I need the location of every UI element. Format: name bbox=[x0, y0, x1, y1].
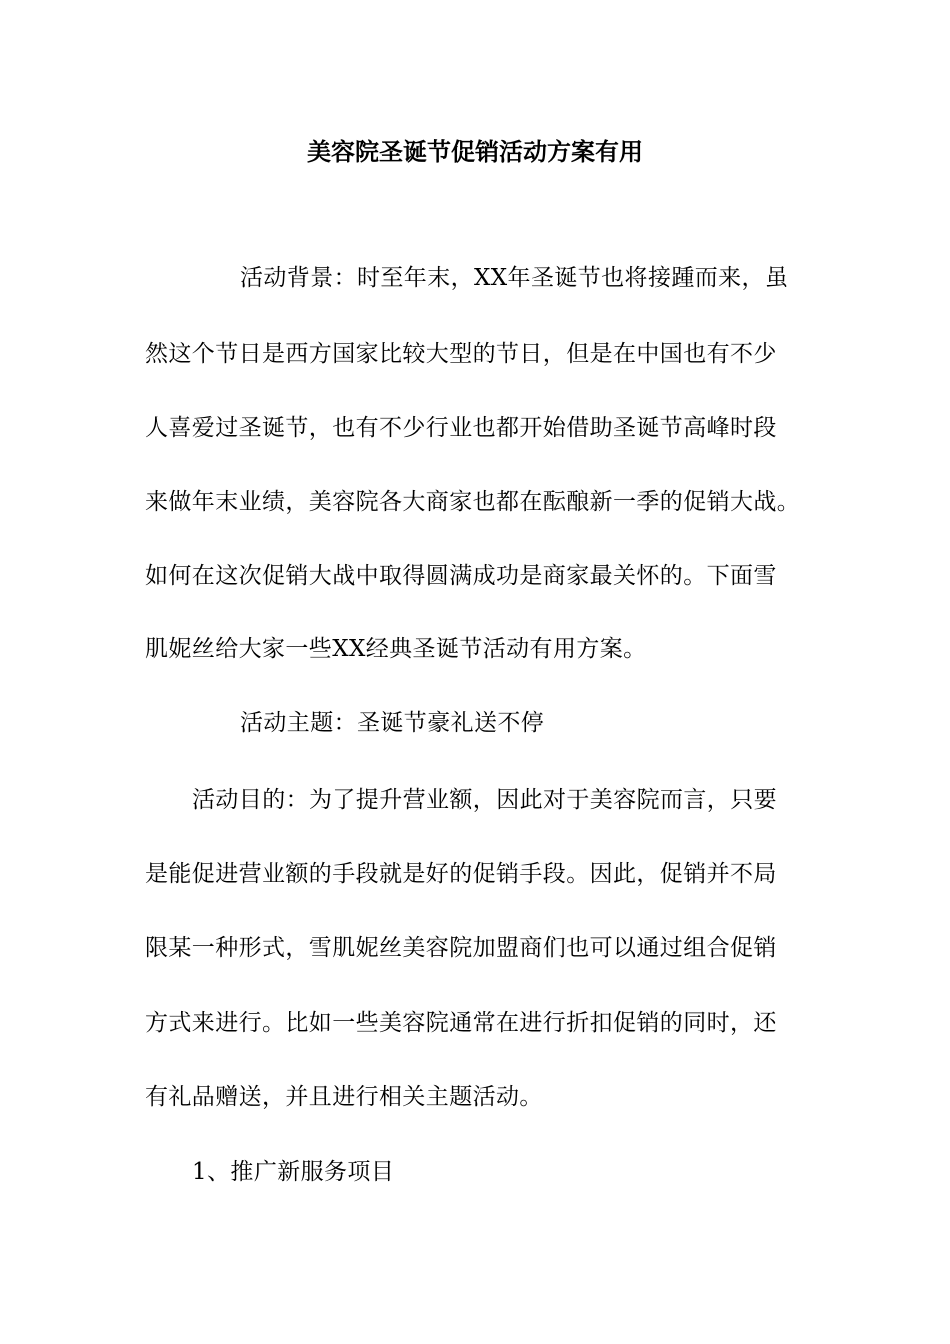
paragraph-line: 活动目的：为了提升营业额，因此对于美容院而言，只要 bbox=[192, 787, 777, 813]
paragraph-line: 来做年末业绩，美容院各大商家也都在酝酿新一季的促销大战。 bbox=[145, 489, 801, 515]
document-title: 美容院圣诞节促销活动方案有用 bbox=[307, 137, 643, 166]
paragraph-line: 肌妮丝给大家一些XX经典圣诞节活动有用方案。 bbox=[145, 636, 647, 662]
paragraph-line: 人喜爱过圣诞节，也有不少行业也都开始借助圣诞节高峰时段 bbox=[145, 415, 777, 441]
paragraph-line: 有礼品赠送，并且进行相关主题活动。 bbox=[145, 1084, 543, 1110]
paragraph-line: 如何在这次促销大战中取得圆满成功是商家最关怀的。下面雪 bbox=[145, 563, 777, 589]
paragraph-line: 活动主题：圣诞节豪礼送不停 bbox=[240, 710, 545, 736]
paragraph-line: 是能促进营业额的手段就是好的促销手段。因此，促销并不局 bbox=[145, 861, 777, 887]
paragraph-line: 限某一种形式，雪肌妮丝美容院加盟商们也可以通过组合促销 bbox=[145, 935, 777, 961]
section-heading: 1、推广新服务项目 bbox=[192, 1159, 395, 1185]
paragraph-line: 活动背景：时至年末，XX年圣诞节也将接踵而来，虽 bbox=[240, 265, 789, 291]
paragraph-line: 然这个节日是西方国家比较大型的节日，但是在中国也有不少 bbox=[145, 341, 777, 367]
paragraph-line: 方式来进行。比如一些美容院通常在进行折扣促销的同时，还 bbox=[145, 1010, 777, 1036]
